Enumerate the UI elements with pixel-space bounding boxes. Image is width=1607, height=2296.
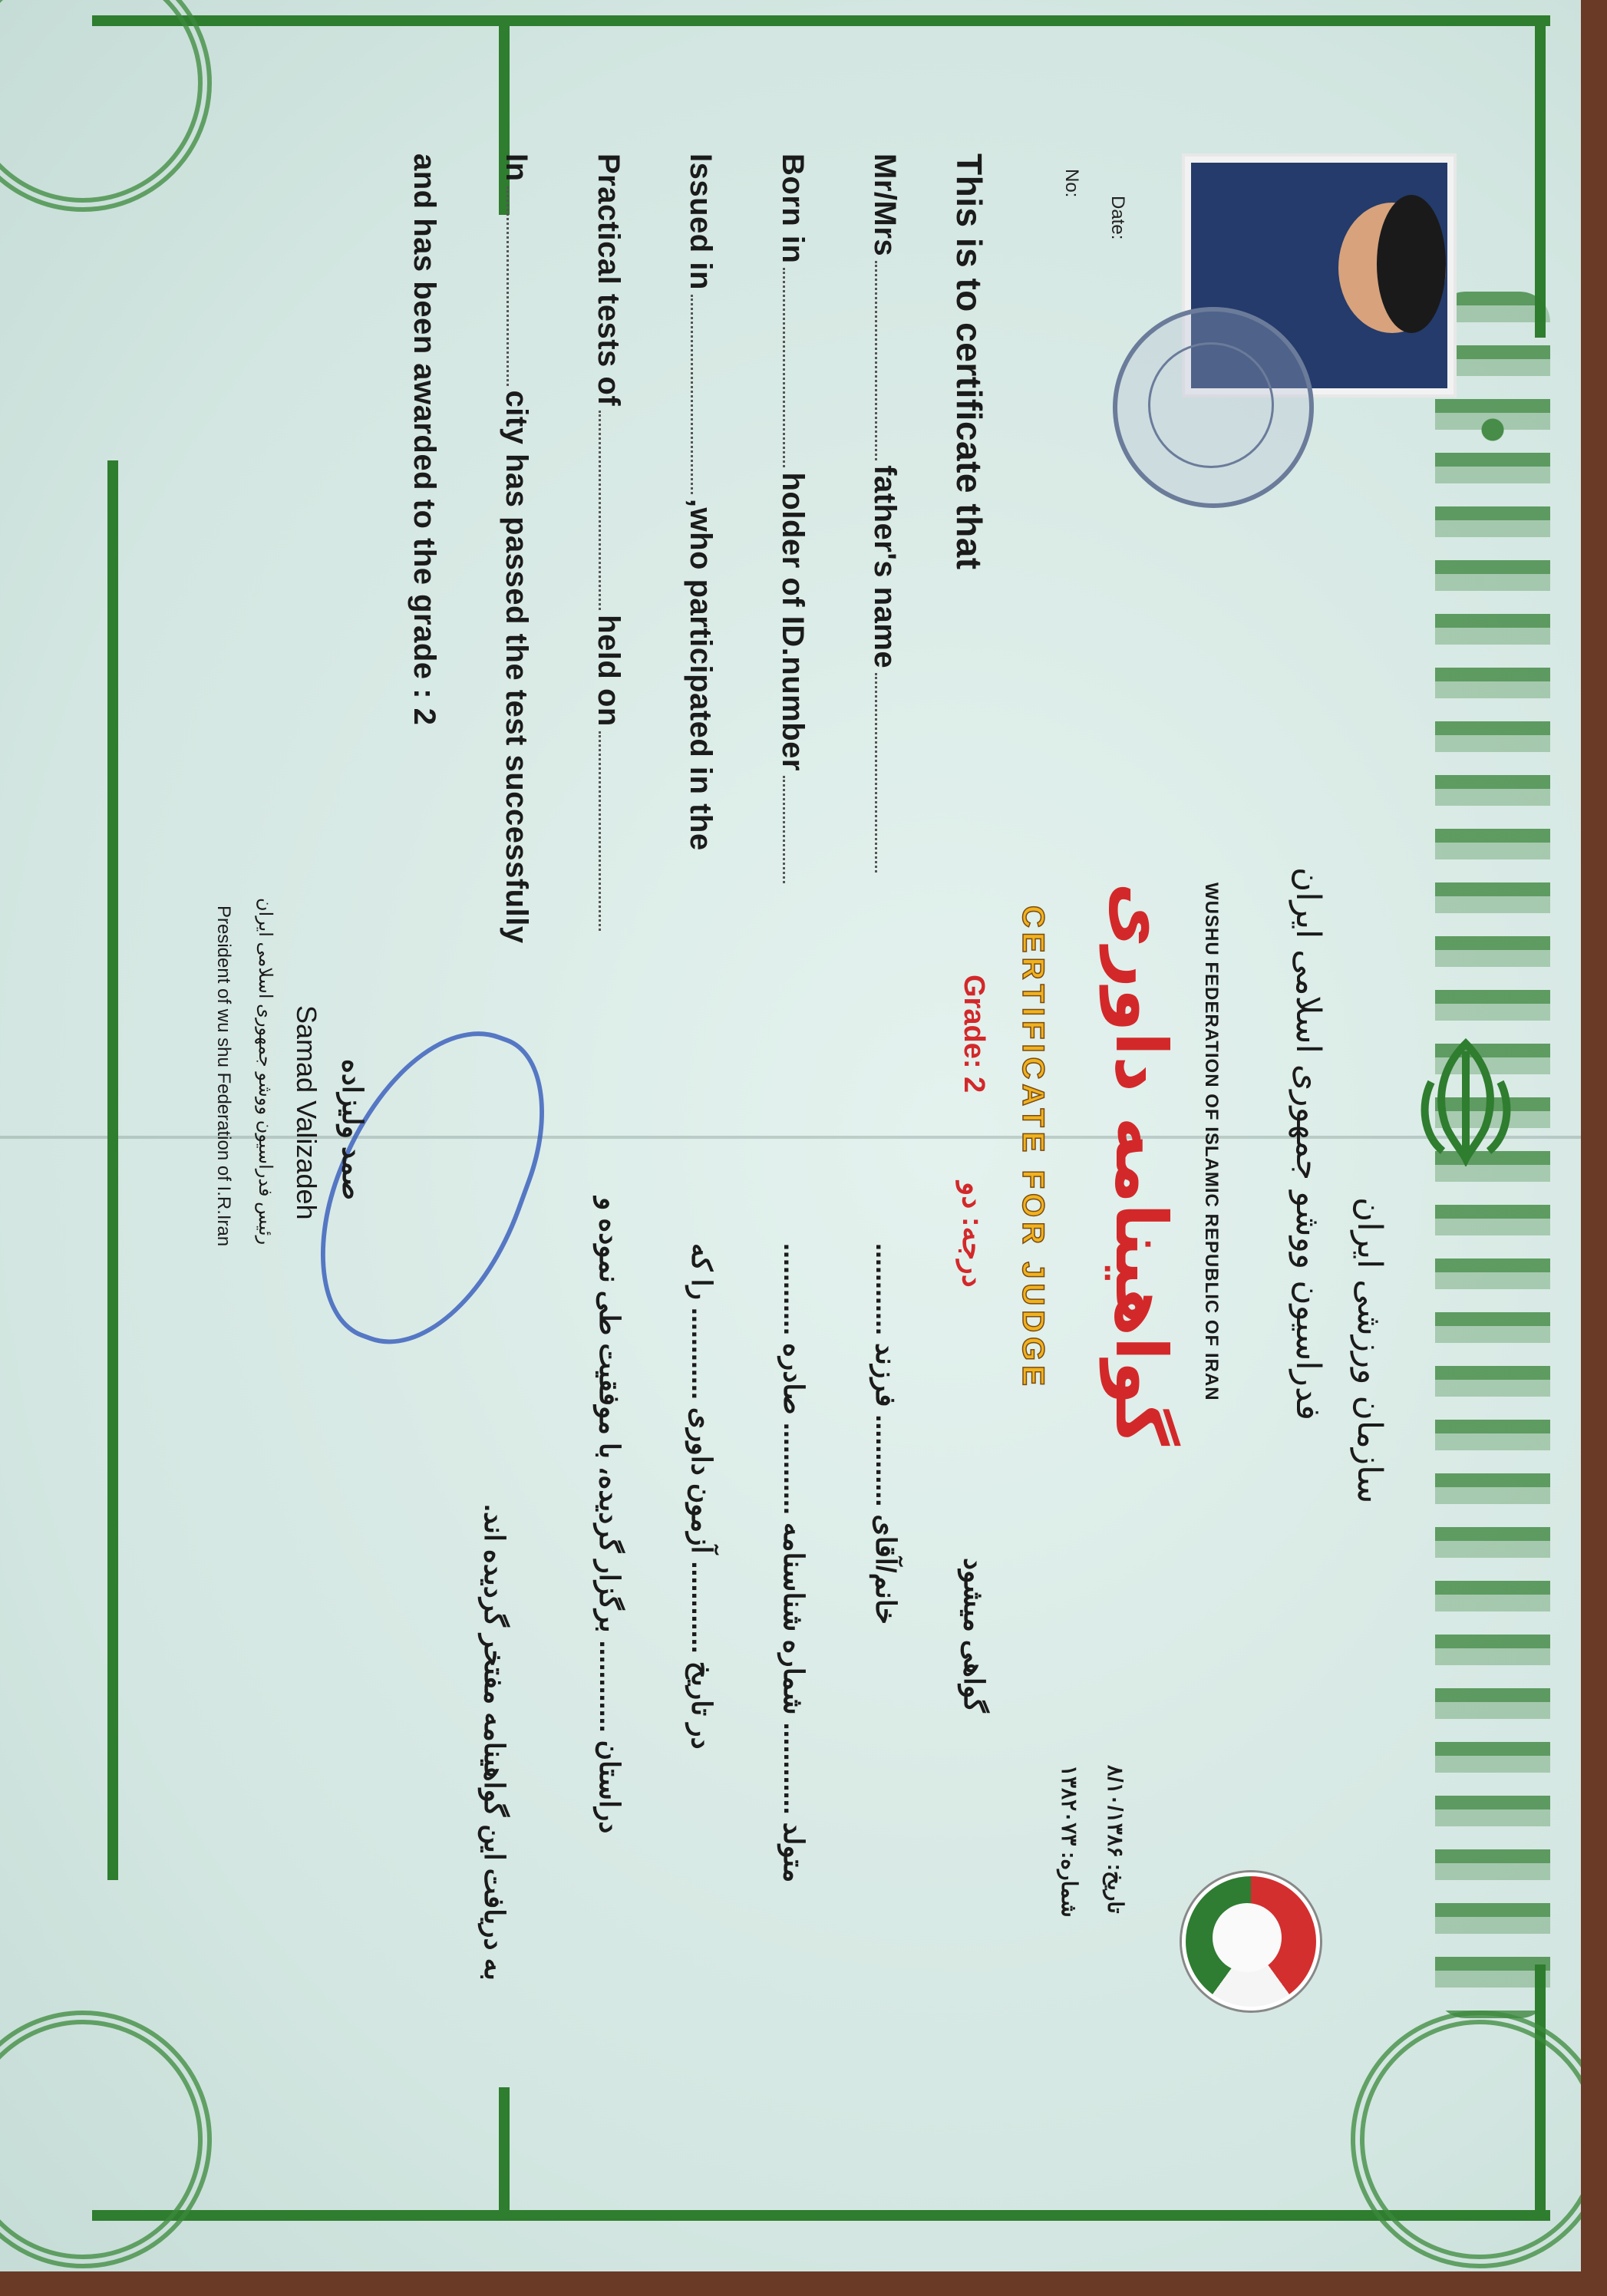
frame-line-top [92, 15, 1550, 26]
issued-in-blank [691, 295, 693, 494]
passed-test-label: city has passed the test successfully [500, 390, 533, 944]
fathers-name-label: father's name [868, 465, 902, 669]
header-federation-en: WUSHU FEDERATION OF ISLAMIC REPUBLIC OF IRAN [1201, 882, 1222, 1401]
id-number-blank [783, 776, 785, 883]
no-value-fa: شماره: ۱۳۸۲۰۷۳ [1058, 1765, 1081, 1918]
practical-tests-label: Practical tests of [592, 153, 625, 407]
header-motto-fa: سازمان ورزشی ایران [1350, 1197, 1389, 1504]
grade-fa: درجه: دو [956, 1182, 988, 1288]
date-value-fa: تاریخ: ۸/۱۰/۱۳۸۶ [1104, 1765, 1127, 1914]
body-fa-line-1: گواهی میشود [959, 1558, 990, 1713]
corner-ornament-bottom-left [0, 2011, 212, 2268]
signer-title-en: President of wu shu Federation of I.R.Iran [213, 906, 234, 1247]
body-en-line-5 [591, 153, 625, 935]
issued-in-label: Issued in [684, 153, 718, 290]
corner-ornament-top-left [0, 0, 212, 212]
no-label: No: [1061, 169, 1082, 198]
iran-emblem-icon [1404, 1028, 1527, 1174]
date-label: Date: [1107, 196, 1128, 240]
wushu-federation-logo [1182, 1872, 1320, 2011]
held-on-label: held on [592, 615, 625, 727]
born-in-blank [783, 268, 785, 467]
body-en-line-6 [499, 153, 533, 944]
mrmrs-label: Mr/Mrs [868, 153, 902, 257]
fathers-name-blank [875, 673, 877, 873]
corner-ornament-bottom-right [1351, 2011, 1581, 2268]
paper-fold [0, 1136, 1581, 1139]
body-en-line-2 [867, 153, 902, 877]
body-fa-line-3: متولد ............ شماره شناسنامه ............ صادره ............ [778, 1243, 810, 1883]
born-in-label: Born in [776, 153, 810, 264]
signer-title-fa: رئیس فدراسیون ووشو جمهوری اسلامی ایران [255, 898, 276, 1245]
grade-en: Grade: 2 [958, 975, 990, 1094]
name-blank [875, 261, 877, 460]
certificate-title-fa: گواهینامه داوری [1100, 882, 1182, 1447]
body-en-line-4 [683, 153, 718, 851]
held-on-blank [599, 731, 601, 931]
in-label: In [500, 153, 533, 182]
signature-mark [286, 999, 574, 1374]
practical-tests-blank [599, 411, 601, 610]
header-federation-fa: فدراسیون ووشو جمهوری اسلامی ایران [1289, 867, 1328, 1421]
body-en-line-1: This is to certificate that [949, 153, 989, 570]
frame-line-inner-bottom [499, 2087, 510, 2218]
participated-label: ,who participated in the [684, 498, 718, 851]
body-en-line-3 [775, 153, 810, 888]
signer-name-en: Samad Valizadeh [291, 1005, 322, 1220]
body-fa-line-2: خانم/آقای ............ فرزند ............ [870, 1243, 902, 1625]
body-fa-line-4: در تاریخ ............ آزمون داوری ............ را که [686, 1243, 718, 1750]
id-number-label: holder of ID.number [776, 472, 810, 771]
body-fa-line-5: دراستان ............ برگزار گردیده، با موفقیت طی نموده و [594, 1197, 625, 1834]
federation-stamp [1113, 307, 1314, 508]
frame-line-bottom [92, 2210, 1550, 2221]
signer-name-fa: صمد ولیزاده [337, 1059, 368, 1201]
body-en-line-7: and has been awarded to the grade : 2 [408, 153, 441, 726]
body-fa-line-6: به دریافت این گواهینامه مفتخر گردیده اند. [479, 1504, 510, 1981]
frame-line-left [107, 460, 118, 1880]
frame-line-right [1535, 15, 1546, 338]
certificate-title-en: CERTIFICATE FOR JUDGE [1016, 906, 1050, 1390]
city-blank [507, 186, 509, 386]
